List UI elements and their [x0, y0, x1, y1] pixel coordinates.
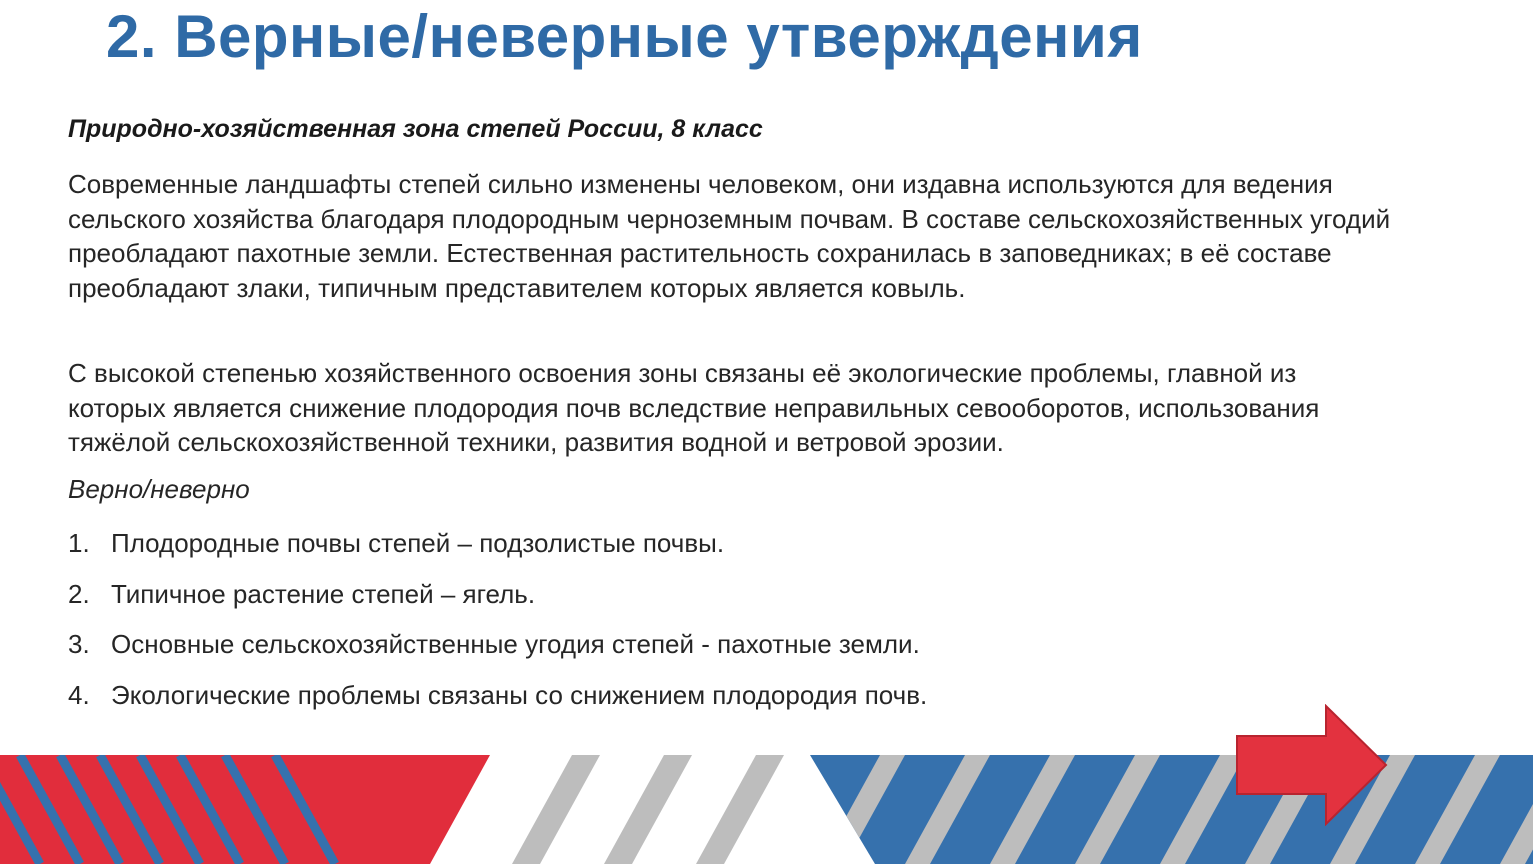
statement-text: Экологические проблемы связаны со снижением плодородия почв.: [111, 679, 928, 710]
statement-text: Основные сельскохозяйственные угодия степей - пахотные земли.: [111, 629, 920, 659]
paragraph-landscapes: Современные ландшафты степей сильно изменены человеком, они издавна используются для ведения сельского хозяйства благодаря плодородным черноземным почвам. В составе сельскохозяйственных угодий преобладают пахотные земли. Естественная растительность сохранилась в заповедниках; в её составе преобладают злаки, типичным представителем которых является ковыль.: [68, 169, 1391, 303]
slide-subtitle: Природно-хозяйственная зона степей России, 8 класс: [68, 115, 763, 143]
statement-text: Плодородные почвы степей – подзолистые почвы.: [111, 528, 725, 558]
statement-list: [68, 526, 927, 728]
statement-number: 4.: [68, 679, 90, 710]
slide-title: 2. Верные/неверные утверждения: [106, 3, 1143, 70]
paragraph-ecology: С высокой степенью хозяйственного освоения зоны связаны её экологические проблемы, главной из которых является снижение плодородия почв вследствие неправильных севооборотов, использования тяжёлой сельскохозяйственной техники, развития водной и ветровой эрозии.: [68, 358, 1320, 457]
arrow-right-icon[interactable]: [1236, 704, 1388, 826]
task-label: Верно/неверно: [68, 474, 250, 504]
statement-item: [68, 577, 927, 628]
statement-text: Типичное растение степей – ягель.: [111, 578, 536, 609]
statement-number: 1.: [68, 528, 90, 558]
statement-number: 3.: [68, 629, 90, 659]
gray-stripes: [512, 755, 784, 864]
statement-item: [68, 526, 927, 577]
statement-number: 2.: [68, 578, 90, 609]
statement-item: [68, 627, 927, 678]
